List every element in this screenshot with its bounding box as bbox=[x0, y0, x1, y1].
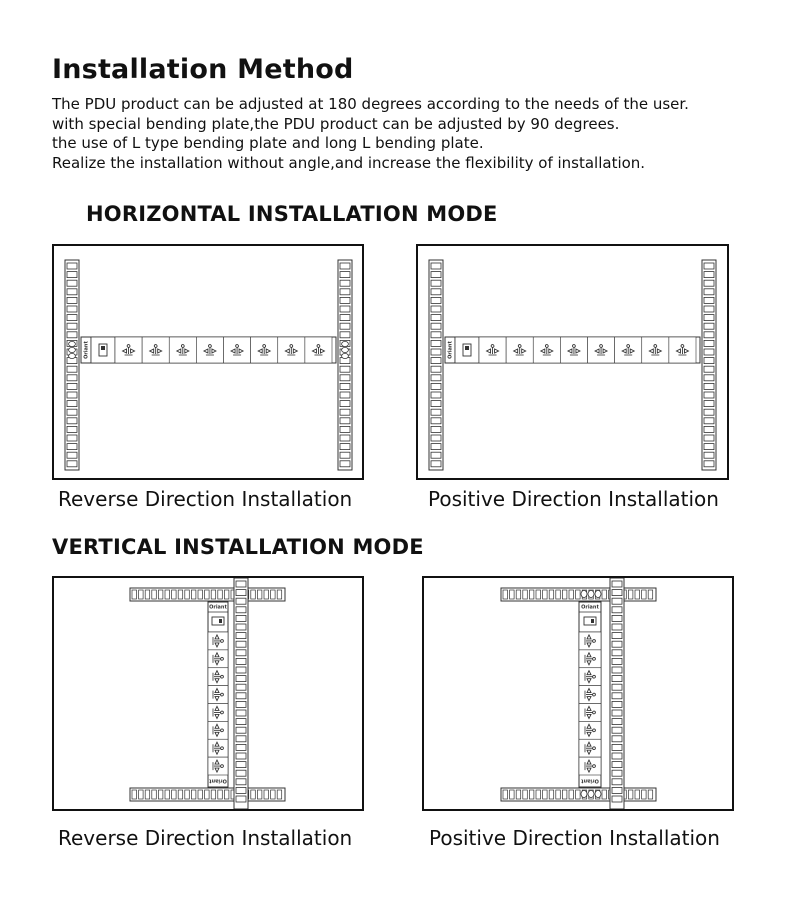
rail-hole bbox=[569, 590, 574, 599]
rail-hole bbox=[178, 590, 183, 599]
rail-hole bbox=[704, 263, 714, 269]
rail-hole bbox=[431, 461, 441, 467]
rail-hole bbox=[236, 676, 246, 682]
rail-hole bbox=[340, 435, 350, 441]
rail-hole bbox=[431, 375, 441, 381]
rail-hole bbox=[340, 418, 350, 424]
rail-hole bbox=[185, 590, 190, 599]
rail-hole bbox=[165, 590, 170, 599]
rail-hole bbox=[236, 650, 246, 656]
rail-hole bbox=[236, 615, 246, 621]
rail-hole bbox=[510, 790, 514, 799]
pdu-brand-label: Oriant bbox=[209, 777, 227, 784]
rail-hole bbox=[704, 392, 714, 398]
rail-hole bbox=[67, 366, 77, 372]
rail-hole bbox=[67, 280, 77, 286]
rail-hole bbox=[612, 770, 622, 776]
rail-hole bbox=[211, 790, 216, 799]
pdu-brand-label: Oriant bbox=[83, 341, 90, 359]
rail-hole bbox=[236, 607, 246, 613]
power-switch-icon bbox=[584, 617, 596, 625]
rail-hole bbox=[67, 418, 77, 424]
rail-hole bbox=[612, 633, 622, 639]
rail-hole bbox=[139, 790, 144, 799]
rail-hole bbox=[704, 418, 714, 424]
rail-hole bbox=[704, 323, 714, 329]
rail-hole bbox=[67, 332, 77, 338]
rail-hole bbox=[236, 581, 246, 587]
rail-hole bbox=[264, 590, 269, 599]
rail-hole bbox=[556, 590, 561, 599]
rail-hole bbox=[152, 590, 157, 599]
rail-hole bbox=[704, 280, 714, 286]
rail-hole bbox=[271, 590, 276, 599]
rail-hole bbox=[431, 272, 441, 278]
pdu-strip bbox=[208, 602, 228, 787]
rail-hole bbox=[340, 315, 350, 321]
rail-hole bbox=[612, 710, 622, 716]
vertical-rack-rail bbox=[234, 578, 248, 809]
rail-hole bbox=[510, 590, 514, 599]
rail-hole bbox=[67, 444, 77, 450]
rail-hole bbox=[277, 590, 282, 599]
rail-hole bbox=[67, 272, 77, 278]
rail-hole bbox=[271, 790, 276, 799]
vertical-positive-diagram bbox=[422, 576, 734, 811]
rail-hole bbox=[251, 790, 256, 799]
horizontal-rack-rail bbox=[130, 588, 285, 601]
intro-line-1: The PDU product can be adjusted at 180 degrees according to the needs of the user. bbox=[52, 95, 689, 113]
rail-hole bbox=[178, 790, 183, 799]
rail-hole bbox=[67, 263, 77, 269]
rail-hole bbox=[612, 796, 622, 802]
rail-hole bbox=[340, 323, 350, 329]
intro-line-3: the use of L type bending plate and long L bending plate. bbox=[52, 134, 484, 152]
rail-hole bbox=[523, 590, 528, 599]
mounting-ear bbox=[69, 341, 76, 358]
pdu-brand-label: Oriant bbox=[447, 341, 454, 359]
rail-hole bbox=[431, 349, 441, 355]
rail-hole bbox=[340, 289, 350, 295]
rail-hole bbox=[211, 590, 216, 599]
horizontal-positive-diagram bbox=[416, 244, 729, 480]
rail-hole bbox=[704, 444, 714, 450]
vertical-rack-rail bbox=[338, 260, 352, 470]
rail-hole bbox=[523, 790, 528, 799]
rail-hole bbox=[704, 340, 714, 346]
rail-hole bbox=[576, 790, 581, 799]
rail-hole bbox=[612, 658, 622, 664]
rail-hole bbox=[602, 590, 607, 599]
rail-hole bbox=[562, 790, 567, 799]
rail-hole bbox=[431, 366, 441, 372]
rail-hole bbox=[612, 736, 622, 742]
rail-hole bbox=[191, 790, 196, 799]
power-switch-icon bbox=[463, 344, 471, 356]
rail-hole bbox=[251, 590, 256, 599]
rail-hole bbox=[612, 667, 622, 673]
vertical-reverse-drawing bbox=[54, 578, 362, 809]
rail-hole bbox=[67, 392, 77, 398]
rail-hole bbox=[236, 779, 246, 785]
vertical-rack-rail bbox=[610, 578, 624, 809]
rail-hole bbox=[704, 306, 714, 312]
rail-hole bbox=[340, 263, 350, 269]
horizontal-reverse-caption: Reverse Direction Installation bbox=[58, 487, 353, 511]
mounting-ear bbox=[581, 790, 601, 797]
rail-hole bbox=[704, 366, 714, 372]
rail-hole bbox=[67, 375, 77, 381]
horizontal-reverse-diagram bbox=[52, 244, 364, 480]
rail-hole bbox=[218, 790, 223, 799]
rail-hole bbox=[704, 358, 714, 364]
vertical-positive-drawing bbox=[424, 578, 732, 809]
rail-hole bbox=[612, 598, 622, 604]
rail-hole bbox=[612, 650, 622, 656]
rail-hole bbox=[185, 790, 190, 799]
rail-hole bbox=[431, 323, 441, 329]
rail-hole bbox=[236, 624, 246, 630]
rail-hole bbox=[612, 753, 622, 759]
rail-hole bbox=[340, 452, 350, 458]
rail-hole bbox=[67, 306, 77, 312]
rail-hole bbox=[704, 452, 714, 458]
rail-hole bbox=[516, 790, 521, 799]
rail-hole bbox=[236, 762, 246, 768]
rail-hole bbox=[67, 383, 77, 389]
pdu-strip bbox=[81, 337, 336, 363]
rail-hole bbox=[431, 315, 441, 321]
rail-hole bbox=[536, 790, 541, 799]
rail-hole bbox=[543, 590, 548, 599]
rail-hole bbox=[340, 306, 350, 312]
rail-hole bbox=[704, 426, 714, 432]
rail-hole bbox=[648, 590, 653, 599]
rail-hole bbox=[236, 693, 246, 699]
rail-hole bbox=[165, 790, 170, 799]
rail-hole bbox=[612, 762, 622, 768]
rail-hole bbox=[236, 684, 246, 690]
rail-hole bbox=[198, 790, 203, 799]
rail-hole bbox=[67, 401, 77, 407]
rail-hole bbox=[236, 736, 246, 742]
intro-line-4: Realize the installation without angle,and increase the flexibility of installation. bbox=[52, 153, 646, 172]
rail-hole bbox=[704, 461, 714, 467]
page-title: Installation Method bbox=[52, 54, 354, 85]
rail-hole bbox=[158, 590, 163, 599]
rail-hole bbox=[236, 590, 246, 596]
rail-hole bbox=[612, 693, 622, 699]
rail-hole bbox=[704, 332, 714, 338]
rail-hole bbox=[198, 590, 203, 599]
rail-hole bbox=[612, 676, 622, 682]
rail-hole bbox=[224, 790, 229, 799]
rail-hole bbox=[236, 633, 246, 639]
rail-hole bbox=[431, 383, 441, 389]
rail-hole bbox=[67, 409, 77, 415]
rail-hole bbox=[536, 590, 541, 599]
rail-hole bbox=[612, 624, 622, 630]
rail-hole bbox=[340, 401, 350, 407]
rail-hole bbox=[236, 701, 246, 707]
horizontal-mode-heading: HORIZONTAL INSTALLATION MODE bbox=[86, 202, 498, 226]
mounting-ear bbox=[342, 341, 349, 358]
rail-hole bbox=[529, 790, 534, 799]
rail-hole bbox=[158, 790, 163, 799]
rail-hole bbox=[612, 779, 622, 785]
rail-hole bbox=[236, 667, 246, 673]
rail-hole bbox=[191, 590, 196, 599]
rail-hole bbox=[236, 710, 246, 716]
rail-hole bbox=[642, 590, 647, 599]
rail-hole bbox=[340, 375, 350, 381]
rail-hole bbox=[431, 280, 441, 286]
rail-hole bbox=[431, 444, 441, 450]
rail-hole bbox=[257, 790, 262, 799]
rail-hole bbox=[431, 306, 441, 312]
rail-hole bbox=[612, 607, 622, 613]
rail-hole bbox=[704, 401, 714, 407]
rail-hole bbox=[205, 790, 210, 799]
rail-hole bbox=[529, 590, 534, 599]
rail-hole bbox=[67, 289, 77, 295]
rail-hole bbox=[340, 409, 350, 415]
rail-hole bbox=[612, 744, 622, 750]
rail-hole bbox=[67, 461, 77, 467]
vertical-reverse-diagram bbox=[52, 576, 364, 811]
rail-hole bbox=[340, 383, 350, 389]
rail-hole bbox=[236, 658, 246, 664]
rail-hole bbox=[264, 790, 269, 799]
rail-hole bbox=[431, 392, 441, 398]
rail-hole bbox=[431, 332, 441, 338]
rail-hole bbox=[257, 590, 262, 599]
rail-hole bbox=[67, 426, 77, 432]
rail-hole bbox=[67, 323, 77, 329]
rail-hole bbox=[145, 590, 150, 599]
power-switch-icon bbox=[99, 344, 107, 356]
rail-hole bbox=[431, 289, 441, 295]
rail-hole bbox=[576, 590, 581, 599]
rail-hole bbox=[236, 598, 246, 604]
horizontal-rack-rail bbox=[501, 588, 656, 601]
rail-hole bbox=[569, 790, 574, 799]
rail-hole bbox=[236, 753, 246, 759]
rail-hole bbox=[635, 590, 640, 599]
rail-hole bbox=[628, 790, 633, 799]
rail-hole bbox=[236, 727, 246, 733]
rail-hole bbox=[612, 641, 622, 647]
rail-hole bbox=[612, 719, 622, 725]
rail-hole bbox=[431, 452, 441, 458]
rail-hole bbox=[543, 790, 548, 799]
rail-hole bbox=[236, 787, 246, 793]
pdu-brand-label: Oriant bbox=[209, 604, 227, 611]
rail-hole bbox=[67, 297, 77, 303]
rail-hole bbox=[704, 289, 714, 295]
rail-hole bbox=[431, 401, 441, 407]
rail-hole bbox=[612, 581, 622, 587]
rail-hole bbox=[556, 790, 561, 799]
rail-hole bbox=[642, 790, 647, 799]
rail-hole bbox=[704, 272, 714, 278]
rail-hole bbox=[132, 790, 137, 799]
rail-hole bbox=[340, 366, 350, 372]
rail-hole bbox=[340, 272, 350, 278]
rail-hole bbox=[431, 340, 441, 346]
rail-hole bbox=[704, 435, 714, 441]
rail-hole bbox=[340, 392, 350, 398]
rail-hole bbox=[236, 770, 246, 776]
vertical-reverse-caption: Reverse Direction Installation bbox=[58, 826, 353, 850]
rail-hole bbox=[704, 383, 714, 389]
intro-text bbox=[52, 95, 772, 173]
rail-hole bbox=[340, 280, 350, 286]
rail-hole bbox=[236, 744, 246, 750]
rail-hole bbox=[205, 590, 210, 599]
rail-hole bbox=[704, 349, 714, 355]
rail-hole bbox=[340, 297, 350, 303]
rail-hole bbox=[431, 418, 441, 424]
horizontal-positive-drawing bbox=[418, 246, 727, 478]
rail-hole bbox=[145, 790, 150, 799]
rail-hole bbox=[340, 332, 350, 338]
rail-hole bbox=[704, 315, 714, 321]
rail-hole bbox=[431, 263, 441, 269]
rail-hole bbox=[612, 701, 622, 707]
horizontal-rack-rail bbox=[130, 788, 285, 801]
pdu-brand-label: Oriant bbox=[581, 777, 599, 784]
rail-hole bbox=[340, 426, 350, 432]
rail-hole bbox=[139, 590, 144, 599]
rail-hole bbox=[431, 358, 441, 364]
vertical-rack-rail bbox=[65, 260, 79, 470]
pdu-strip bbox=[579, 602, 601, 787]
rail-hole bbox=[704, 375, 714, 381]
rail-hole bbox=[236, 641, 246, 647]
horizontal-reverse-drawing bbox=[54, 246, 362, 478]
rail-hole bbox=[67, 315, 77, 321]
rail-hole bbox=[340, 444, 350, 450]
rail-hole bbox=[277, 790, 282, 799]
rail-hole bbox=[704, 409, 714, 415]
rail-hole bbox=[132, 590, 137, 599]
rail-hole bbox=[503, 590, 508, 599]
pdu-brand-label: Oriant bbox=[581, 604, 599, 611]
rail-hole bbox=[612, 590, 622, 596]
rail-hole bbox=[218, 590, 223, 599]
rail-hole bbox=[503, 790, 508, 799]
rail-hole bbox=[236, 719, 246, 725]
rail-hole bbox=[431, 435, 441, 441]
rail-hole bbox=[612, 727, 622, 733]
rail-hole bbox=[67, 435, 77, 441]
pdu-strip bbox=[445, 337, 700, 363]
rail-hole bbox=[549, 590, 554, 599]
rail-hole bbox=[648, 790, 653, 799]
vertical-rack-rail bbox=[429, 260, 443, 470]
rail-hole bbox=[612, 684, 622, 690]
intro-line-2: with special bending plate,the PDU product can be adjusted by 90 degrees. bbox=[52, 114, 620, 133]
rail-hole bbox=[704, 297, 714, 303]
rail-hole bbox=[67, 452, 77, 458]
rail-hole bbox=[431, 409, 441, 415]
rail-hole bbox=[602, 790, 607, 799]
rail-hole bbox=[635, 790, 640, 799]
rail-hole bbox=[612, 615, 622, 621]
horizontal-rack-rail bbox=[501, 788, 656, 801]
rail-hole bbox=[628, 590, 633, 599]
power-switch-icon bbox=[212, 617, 224, 625]
vertical-rack-rail bbox=[702, 260, 716, 470]
rail-hole bbox=[562, 590, 567, 599]
horizontal-positive-caption: Positive Direction Installation bbox=[428, 487, 719, 511]
rail-hole bbox=[172, 590, 177, 599]
rail-hole bbox=[431, 426, 441, 432]
rail-hole bbox=[431, 297, 441, 303]
vertical-mode-heading: VERTICAL INSTALLATION MODE bbox=[52, 535, 424, 559]
rail-hole bbox=[612, 787, 622, 793]
rail-hole bbox=[340, 461, 350, 467]
rail-hole bbox=[516, 590, 521, 599]
vertical-positive-caption: Positive Direction Installation bbox=[429, 826, 720, 850]
rail-hole bbox=[224, 590, 229, 599]
rail-hole bbox=[549, 790, 554, 799]
rail-hole bbox=[152, 790, 157, 799]
rail-hole bbox=[236, 796, 246, 802]
rail-hole bbox=[172, 790, 177, 799]
mounting-ear bbox=[581, 590, 601, 597]
